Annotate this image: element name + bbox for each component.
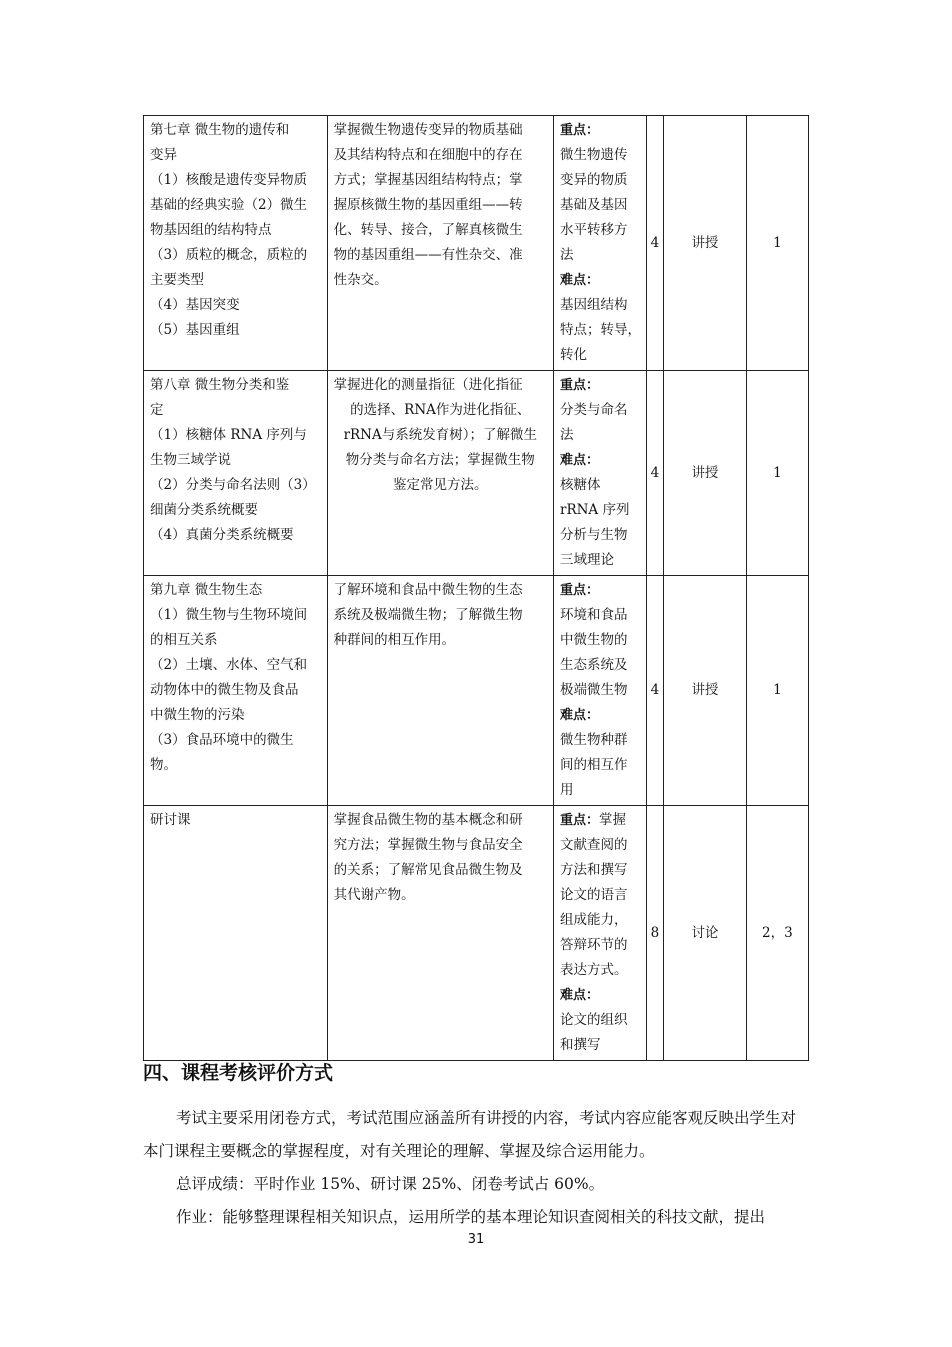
key-point-line: 组成能力，	[560, 912, 628, 928]
objective-line: 及其结构特点和在细胞中的存在	[333, 147, 523, 163]
course-schedule-table	[143, 115, 809, 1061]
table-row	[144, 371, 809, 576]
content-cell	[144, 116, 328, 371]
difficult-point-line: 核糖体	[560, 477, 601, 493]
content-line: 生物三域学说	[150, 452, 231, 468]
goal-cell: 2，3	[746, 806, 808, 1061]
objective-line: 握原核微生物的基因重组——转	[333, 197, 523, 213]
key-point-line: 法	[560, 427, 574, 443]
content-line: （5）基因重组	[150, 322, 240, 338]
difficult-point-line: 间的相互作	[560, 757, 628, 773]
key-point-line: 法	[560, 247, 574, 263]
method-cell: 讨论	[664, 806, 747, 1061]
key-point-text: 掌握	[599, 812, 627, 828]
objective-line: 化、转导、接合，了解真核微生	[333, 222, 523, 238]
objective-line: 其代谢产物。	[333, 887, 415, 903]
content-line: 第八章 微生物分类和鉴	[150, 377, 290, 393]
key-point-line: 论文的语言	[560, 887, 628, 903]
content-line: 的相互关系	[150, 632, 218, 648]
content-line: 定	[150, 402, 164, 418]
objective-line: 性杂交。	[333, 272, 388, 288]
content-line: （3）食品环境中的微生	[150, 732, 294, 748]
content-line: 细菌分类系统概要	[150, 502, 258, 518]
difficult-point-line: 和撰写	[560, 1037, 601, 1053]
key-point-label: 重点：	[560, 123, 600, 138]
objective-line: 鉴定常见方法。	[393, 477, 488, 493]
hours-cell: 4	[646, 116, 663, 371]
content-line: （2）土壤、水体、空气和	[150, 657, 308, 673]
content-line: （4）真菌分类系统概要	[150, 527, 294, 543]
objective-line: 的关系；了解常见食品微生物及	[333, 862, 523, 878]
content-line: （4）基因突变	[150, 297, 240, 313]
key-point-line	[560, 808, 640, 833]
key-point-line: 方法和撰写	[560, 862, 628, 878]
difficult-point-label: 难点：	[560, 453, 600, 468]
table-row	[144, 576, 809, 806]
content-line: （2）分类与命名法则（3）	[150, 477, 316, 493]
key-point-line: 表达方式。	[560, 962, 628, 978]
hours-cell: 8	[646, 806, 663, 1061]
content-line: （3）质粒的概念，质粒的	[150, 247, 308, 263]
key-point-line: 基础及基因	[560, 197, 628, 213]
key-point-line: 水平转移方	[560, 222, 628, 238]
key-point-label: 重点：	[560, 378, 600, 393]
content-line: 主要类型	[150, 272, 204, 288]
content-line: 变异	[150, 147, 177, 163]
difficult-point-line: 分析与生物	[560, 527, 628, 543]
content-line: 第七章 微生物的遗传和	[150, 122, 290, 138]
section-title: 四、课程考核评价方式	[143, 1062, 334, 1084]
difficult-point-line: rRNA 序列	[560, 502, 630, 518]
objective-line: rRNA与系统发育树）；了解微生	[343, 427, 537, 443]
objective-line: 种群间的相互作用。	[333, 632, 456, 648]
difficult-point-line: 特点；转导，	[560, 322, 641, 338]
difficult-point-line: 论文的组织	[560, 1012, 628, 1028]
assessment-paragraph-3: 作业：能够整理课程相关知识点，运用所学的基本理论知识查阅相关的科技文献，提出	[176, 1208, 766, 1226]
key-difficult-cell	[554, 576, 647, 806]
objective-line: 物分类与命名方法；掌握微生物	[345, 452, 535, 468]
content-line: 动物体中的微生物及食品	[150, 682, 299, 698]
key-point-label: 重点：	[560, 813, 600, 828]
method-cell: 讲授	[664, 116, 747, 371]
method-cell: 讲授	[664, 371, 747, 576]
key-point-line: 极端微生物	[560, 682, 628, 698]
hours-cell: 4	[646, 371, 663, 576]
table-row	[144, 806, 809, 1061]
difficult-point-label: 难点：	[560, 988, 600, 1003]
content-line: 物基因组的结构特点	[150, 222, 272, 238]
key-point-line: 环境和食品	[560, 607, 628, 623]
difficult-point-line: 三域理论	[560, 552, 614, 568]
objective-line: 掌握进化的测量指征（进化指征	[333, 377, 523, 393]
key-point-line: 分类与命名	[560, 402, 628, 418]
key-difficult-cell	[554, 116, 647, 371]
key-point-label: 重点：	[560, 583, 600, 598]
content-cell	[144, 806, 328, 1061]
content-line: 物。	[150, 757, 177, 773]
objective-line: 掌握微生物遗传变异的物质基础	[333, 122, 523, 138]
objective-cell	[327, 806, 553, 1061]
objective-line: 系统及极端微生物；了解微生物	[333, 607, 523, 623]
key-point-line: 中微生物的	[560, 632, 628, 648]
objective-line: 究方法；掌握微生物与食品安全	[333, 837, 523, 853]
table-body	[144, 116, 809, 1061]
goal-cell: 1	[746, 371, 808, 576]
objective-cell	[327, 371, 553, 576]
content-cell	[144, 576, 328, 806]
difficult-point-label: 难点：	[560, 708, 600, 723]
content-line: 第九章 微生物生态	[150, 582, 263, 598]
objective-cell	[327, 576, 553, 806]
hours-cell: 4	[646, 576, 663, 806]
content-line: 中微生物的污染	[150, 707, 245, 723]
key-difficult-cell	[554, 371, 647, 576]
objective-line: 物的基因重组——有性杂交、准	[333, 247, 523, 263]
objective-line: 的选择、RNA作为进化指征、	[350, 402, 531, 418]
key-point-line: 生态系统及	[560, 657, 628, 673]
method-cell: 讲授	[664, 576, 747, 806]
goal-cell: 1	[746, 116, 808, 371]
assessment-paragraph-1: 考试主要采用闭卷方式，考试范围应涵盖所有讲授的内容，考试内容应能客观反映出学生对本门课程主要概念的掌握程度，对有关理论的理解、掌握及综合运用能力。	[143, 1109, 797, 1160]
objective-cell	[327, 116, 553, 371]
content-line: 研讨课	[150, 812, 191, 828]
content-line: 基础的经典实验（2）微生	[150, 197, 308, 213]
difficult-point-line: 微生物种群	[560, 732, 628, 748]
assessment-paragraph-2: 总评成绩：平时作业 15%、研讨课 25%、闭卷考试占 60%。	[176, 1175, 605, 1193]
page-number: 31	[467, 1232, 485, 1247]
objective-line: 掌握食品微生物的基本概念和研	[333, 812, 523, 828]
difficult-point-line: 基因组结构	[560, 297, 628, 313]
goal-cell: 1	[746, 576, 808, 806]
difficult-point-line: 用	[560, 782, 574, 798]
difficult-point-line: 转化	[560, 347, 587, 363]
objective-line: 方式；掌握基因组结构特点；掌	[333, 172, 523, 188]
key-point-line: 变异的物质	[560, 172, 628, 188]
key-difficult-cell	[554, 806, 647, 1061]
key-point-line: 微生物遗传	[560, 147, 628, 163]
content-line: （1）核酸是遗传变异物质	[150, 172, 308, 188]
content-line: （1）核糖体 RNA 序列与	[150, 427, 307, 443]
content-cell	[144, 371, 328, 576]
key-point-line: 答辩环节的	[560, 937, 628, 953]
content-line: （1）微生物与生物环境间	[150, 607, 308, 623]
difficult-point-label: 难点：	[560, 273, 600, 288]
key-point-line: 文献查阅的	[560, 837, 628, 853]
objective-line: 了解环境和食品中微生物的生态	[333, 582, 523, 598]
table-row	[144, 116, 809, 371]
